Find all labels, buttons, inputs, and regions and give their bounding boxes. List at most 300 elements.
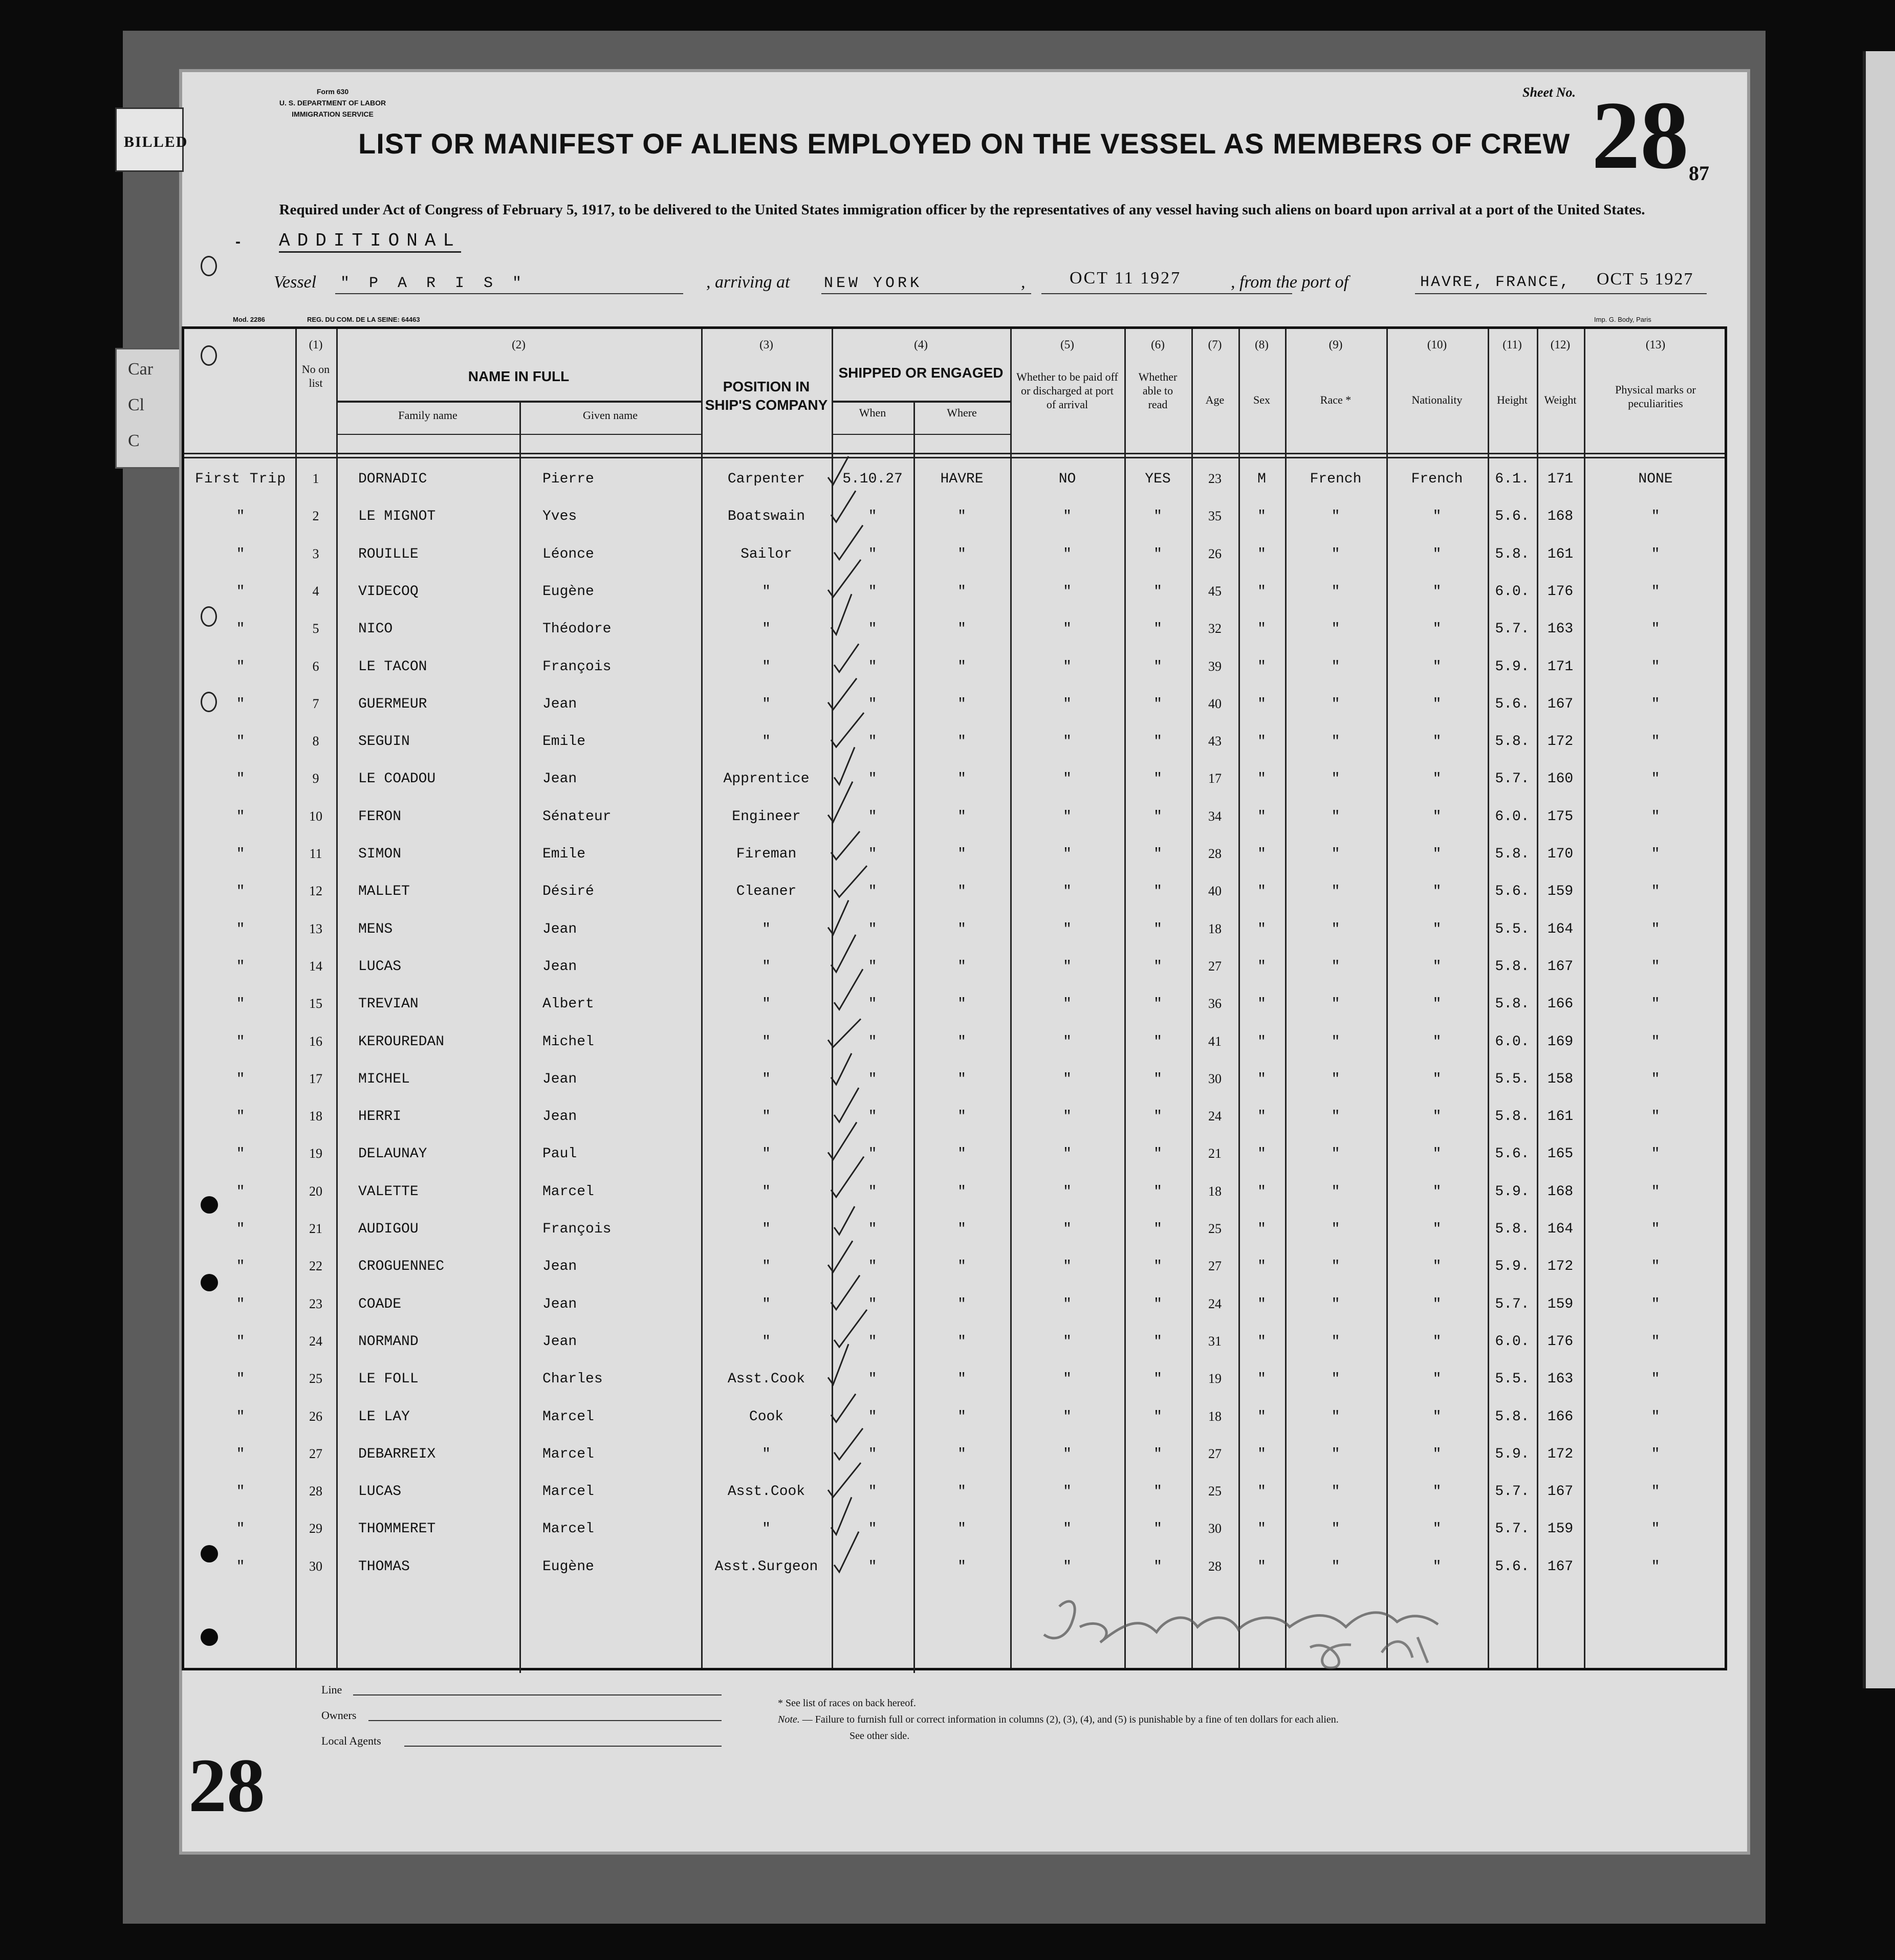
cell-given: Jean	[542, 1071, 577, 1087]
cell-given: Emile	[542, 846, 586, 862]
cell-weight: 158	[1547, 1071, 1574, 1087]
cell-family: HERRI	[358, 1109, 402, 1125]
cell-weight: 159	[1547, 884, 1574, 900]
cell-where: "	[957, 1033, 966, 1050]
cell-no: 5	[312, 621, 319, 636]
cell-note: "	[236, 771, 245, 787]
cell-given: Marcel	[542, 1484, 594, 1500]
cell-age: 41	[1208, 1033, 1222, 1049]
cell-where: "	[957, 1408, 966, 1425]
cell-when: "	[868, 1371, 877, 1388]
cell-marks: "	[1651, 1446, 1660, 1462]
cell-nationality: "	[1432, 996, 1442, 1012]
cell-family: MALLET	[358, 884, 410, 900]
cell-weight: 171	[1547, 658, 1574, 675]
cell-note: "	[236, 658, 245, 675]
cell-sex: "	[1257, 771, 1266, 787]
col-weight: Weight	[1544, 393, 1577, 406]
cell-family: LE MIGNOT	[358, 509, 436, 525]
cell-age: 40	[1208, 696, 1222, 711]
cell-age: 35	[1208, 509, 1222, 524]
cell-family: SIMON	[358, 846, 402, 862]
cell-nationality: "	[1432, 1333, 1442, 1350]
cell-note: "	[236, 1146, 245, 1162]
cell-note: "	[236, 1408, 245, 1425]
cell-sex: "	[1257, 1071, 1266, 1087]
cell-when: "	[868, 658, 877, 675]
billed-label: BILLED	[124, 134, 188, 150]
cell-no: 29	[309, 1521, 322, 1536]
table-row	[184, 503, 1725, 541]
cell-marks: "	[1651, 808, 1660, 825]
cell-race: "	[1331, 583, 1340, 600]
cell-read: "	[1153, 1408, 1162, 1425]
cell-when: "	[868, 1521, 877, 1537]
cell-nationality: "	[1432, 958, 1442, 975]
cell-note: "	[236, 958, 245, 975]
cell-read: "	[1153, 1259, 1162, 1275]
cell-paid: "	[1063, 808, 1072, 825]
cell-where: "	[957, 846, 966, 862]
col12-number: (12)	[1550, 338, 1571, 351]
cell-when: "	[868, 583, 877, 600]
cell-race: "	[1331, 1446, 1340, 1462]
cell-height: 5.7.	[1495, 1521, 1530, 1537]
cell-when: "	[868, 621, 877, 637]
table-row	[184, 1291, 1725, 1329]
cell-nationality: "	[1432, 734, 1442, 750]
cell-height: 5.8.	[1495, 734, 1530, 750]
cell-family: AUDIGOU	[358, 1221, 419, 1237]
cell-position: "	[762, 1183, 771, 1200]
cell-age: 27	[1208, 1259, 1222, 1274]
cell-position: "	[762, 1259, 771, 1275]
cell-family: VIDECOQ	[358, 583, 419, 600]
cell-read: "	[1153, 958, 1162, 975]
arrival-date-stamp: OCT 11 1927	[1070, 269, 1182, 288]
punch-hole	[201, 1274, 218, 1291]
cell-weight: 163	[1547, 1371, 1574, 1388]
cell-family: TREVIAN	[358, 996, 419, 1012]
cell-no: 15	[309, 996, 322, 1011]
cell-nationality: "	[1432, 846, 1442, 862]
cell-marks: "	[1651, 696, 1660, 712]
cell-no: 28	[309, 1484, 322, 1499]
cell-paid: "	[1063, 1296, 1072, 1312]
cell-read: "	[1153, 1183, 1162, 1200]
page-title: LIST OR MANIFEST OF ALIENS EMPLOYED ON THE VESSEL AS MEMBERS OF CREW	[358, 127, 1571, 160]
cell-no: 27	[309, 1446, 322, 1461]
cell-age: 31	[1208, 1333, 1222, 1349]
cell-note: "	[236, 1333, 245, 1350]
cell-nationality: "	[1432, 808, 1442, 825]
cell-nationality: "	[1432, 1558, 1442, 1575]
cell-age: 40	[1208, 884, 1222, 899]
cell-position: Asst.Cook	[727, 1484, 805, 1500]
table-row	[184, 654, 1725, 691]
cell-age: 39	[1208, 658, 1222, 674]
cell-read: "	[1153, 734, 1162, 750]
col-race: Race *	[1320, 393, 1352, 406]
cell-where: "	[957, 1071, 966, 1087]
cell-age: 24	[1208, 1109, 1222, 1124]
additional-dash: -	[235, 233, 241, 250]
cell-age: 26	[1208, 546, 1222, 561]
cell-read: "	[1153, 546, 1162, 562]
cell-marks: "	[1651, 996, 1660, 1012]
cell-race: "	[1331, 1221, 1340, 1237]
cell-when: "	[868, 1109, 877, 1125]
cell-nationality: "	[1432, 658, 1442, 675]
cell-weight: 166	[1547, 996, 1574, 1012]
table-row	[184, 541, 1725, 579]
cell-sex: "	[1257, 1033, 1266, 1050]
table-row	[184, 466, 1725, 503]
col2-number: (2)	[512, 338, 526, 351]
cell-paid: "	[1063, 1371, 1072, 1388]
cell-given: Pierre	[542, 471, 594, 487]
cell-position: Cook	[749, 1408, 784, 1425]
cell-note: "	[236, 1371, 245, 1388]
cell-when: 5.10.27	[842, 471, 903, 487]
cell-family: LUCAS	[358, 1484, 402, 1500]
cell-position: "	[762, 1146, 771, 1162]
vessel-line: Vessel " P A R I S " , arriving at NEW YORK , OCT 11 1927 , from the port of HAVRE, FRANCE, OCT 5 1927	[274, 273, 1732, 298]
cell-no: 23	[309, 1296, 322, 1311]
cell-height: 5.7.	[1495, 1484, 1530, 1500]
cell-age: 36	[1208, 996, 1222, 1011]
cell-paid: "	[1063, 1033, 1072, 1050]
cell-read: "	[1153, 884, 1162, 900]
cell-marks: "	[1651, 846, 1660, 862]
cell-where: "	[957, 1259, 966, 1275]
cell-position: "	[762, 1521, 771, 1537]
table-row	[184, 1441, 1725, 1479]
cell-marks: "	[1651, 1259, 1660, 1275]
cell-family: NORMAND	[358, 1333, 419, 1350]
form-number: Form 630	[316, 87, 349, 96]
col5-number: (5)	[1060, 338, 1074, 351]
cell-no: 3	[312, 546, 319, 561]
cell-given: Marcel	[542, 1183, 594, 1200]
cell-when: "	[868, 808, 877, 825]
col11-number: (11)	[1502, 338, 1522, 351]
cell-no: 2	[312, 509, 319, 524]
cell-race: "	[1331, 509, 1340, 525]
cell-marks: "	[1651, 1408, 1660, 1425]
cell-where: "	[957, 696, 966, 712]
cell-no: 22	[309, 1259, 322, 1274]
cell-weight: 168	[1547, 509, 1574, 525]
cell-nationality: "	[1432, 1109, 1442, 1125]
cell-weight: 176	[1547, 583, 1574, 600]
cell-marks: "	[1651, 1109, 1660, 1125]
cell-where: "	[957, 1484, 966, 1500]
cell-read: "	[1153, 583, 1162, 600]
cell-family: KEROUREDAN	[358, 1033, 445, 1050]
table-row	[184, 1179, 1725, 1216]
cell-family: CROGUENNEC	[358, 1259, 445, 1275]
cell-read: "	[1153, 808, 1162, 825]
cell-age: 34	[1208, 808, 1222, 824]
cell-where: "	[957, 884, 966, 900]
cell-where: "	[957, 1146, 966, 1162]
cell-weight: 168	[1547, 1183, 1574, 1200]
cell-where: "	[957, 1558, 966, 1575]
cell-marks: "	[1651, 884, 1660, 900]
cell-given: Jean	[542, 771, 577, 787]
col-age: Age	[1205, 393, 1225, 406]
cell-when: "	[868, 509, 877, 525]
col-no-on-list: No on list	[301, 363, 330, 389]
cell-sex: "	[1257, 958, 1266, 975]
cell-marks: "	[1651, 958, 1660, 975]
cell-where: "	[957, 808, 966, 825]
cell-paid: "	[1063, 1333, 1072, 1350]
cell-note: "	[236, 884, 245, 900]
cell-position: "	[762, 1446, 771, 1462]
cell-when: "	[868, 884, 877, 900]
cell-weight: 166	[1547, 1408, 1574, 1425]
cell-position: "	[762, 1221, 771, 1237]
cell-marks: "	[1651, 1371, 1660, 1388]
cell-note: "	[236, 808, 245, 825]
cell-no: 11	[309, 846, 322, 861]
cell-sex: "	[1257, 1371, 1266, 1388]
cell-sex: "	[1257, 1221, 1266, 1237]
cell-race: "	[1331, 546, 1340, 562]
cell-paid: "	[1063, 546, 1072, 562]
cell-family: MICHEL	[358, 1071, 410, 1087]
cell-weight: 172	[1547, 1446, 1574, 1462]
cell-height: 6.0.	[1495, 1033, 1530, 1050]
cell-when: "	[868, 1071, 877, 1087]
punch-hole	[201, 1628, 218, 1646]
cell-position: "	[762, 1109, 771, 1125]
cell-family: DORNADIC	[358, 471, 427, 487]
cell-paid: "	[1063, 1558, 1072, 1575]
cell-given: Eugène	[542, 583, 594, 600]
cell-nationality: "	[1432, 1221, 1442, 1237]
punch-hole-ring	[201, 256, 217, 276]
cell-race: "	[1331, 658, 1340, 675]
cell-where: "	[957, 546, 966, 562]
cell-note: "	[236, 846, 245, 862]
cell-nationality: "	[1432, 1033, 1442, 1050]
cell-when: "	[868, 546, 877, 562]
table-row	[184, 1516, 1725, 1553]
cell-position: "	[762, 921, 771, 937]
note-label: Note.	[778, 1714, 800, 1725]
cell-position: Asst.Surgeon	[714, 1558, 818, 1575]
cell-paid: "	[1063, 583, 1072, 600]
table-row	[184, 729, 1725, 766]
cell-sex: M	[1257, 471, 1266, 487]
cell-age: 19	[1208, 1371, 1222, 1386]
cell-no: 7	[312, 696, 319, 711]
col-given-name: Given name	[583, 409, 638, 422]
cell-when: "	[868, 846, 877, 862]
cell-race: "	[1331, 1484, 1340, 1500]
cell-where: "	[957, 1183, 966, 1200]
see-list-note: * See list of races on back hereof.	[778, 1698, 916, 1709]
cell-family: DELAUNAY	[358, 1146, 427, 1162]
cell-when: "	[868, 734, 877, 750]
cell-height: 5.8.	[1495, 846, 1530, 862]
cell-height: 5.5.	[1495, 1071, 1530, 1087]
col13-number: (13)	[1645, 338, 1666, 351]
cell-age: 25	[1208, 1484, 1222, 1499]
cell-height: 5.6.	[1495, 509, 1530, 525]
cell-given: Jean	[542, 1109, 577, 1125]
cell-marks: "	[1651, 546, 1660, 562]
cell-where: "	[957, 771, 966, 787]
cell-nationality: "	[1432, 1146, 1442, 1162]
cell-given: Désiré	[542, 884, 594, 900]
cell-height: 5.8.	[1495, 1221, 1530, 1237]
cell-read: "	[1153, 771, 1162, 787]
cell-weight: 170	[1547, 846, 1574, 862]
cell-age: 23	[1208, 471, 1222, 486]
cell-race: "	[1331, 884, 1340, 900]
cell-position: "	[762, 621, 771, 637]
cell-when: "	[868, 1446, 877, 1462]
cell-marks: "	[1651, 621, 1660, 637]
cell-given: Jean	[542, 1296, 577, 1312]
cell-read: "	[1153, 846, 1162, 862]
cell-position: "	[762, 958, 771, 975]
cell-family: LE FOLL	[358, 1371, 419, 1388]
cell-position: Cleaner	[736, 884, 797, 900]
cell-height: 6.1.	[1495, 471, 1530, 487]
cell-given: Eugène	[542, 1558, 594, 1575]
cell-sex: "	[1257, 1109, 1266, 1125]
cell-position: "	[762, 658, 771, 675]
cell-read: "	[1153, 1296, 1162, 1312]
table-row	[184, 1554, 1725, 1591]
punch-hole-ring	[201, 606, 217, 627]
cell-note: "	[236, 621, 245, 637]
cell-paid: "	[1063, 884, 1072, 900]
cell-given: Léonce	[542, 546, 594, 562]
cell-height: 5.9.	[1495, 1259, 1530, 1275]
cell-height: 5.5.	[1495, 921, 1530, 937]
cell-no: 13	[309, 921, 322, 936]
table-row	[184, 954, 1725, 991]
sheet-label: Sheet No.	[1522, 85, 1576, 100]
cell-sex: "	[1257, 696, 1266, 712]
cell-read: "	[1153, 921, 1162, 937]
cell-race: "	[1331, 1371, 1340, 1388]
table-row	[184, 916, 1725, 954]
cell-when: "	[868, 1221, 877, 1237]
cell-height: 5.9.	[1495, 1183, 1530, 1200]
cell-weight: 167	[1547, 1484, 1574, 1500]
cell-position: Engineer	[732, 808, 801, 825]
cell-marks: "	[1651, 1333, 1660, 1350]
cell-weight: 163	[1547, 621, 1574, 637]
vessel-label: Vessel	[274, 273, 317, 292]
cell-nationality: "	[1432, 546, 1442, 562]
cell-age: 28	[1208, 1558, 1222, 1574]
footer-local-agents-label: Local Agents	[321, 1734, 381, 1747]
col-family-name: Family name	[398, 409, 458, 422]
cell-sex: "	[1257, 621, 1266, 637]
cell-where: "	[957, 1446, 966, 1462]
cell-position: "	[762, 583, 771, 600]
col-shipped-engaged: SHIPPED OR ENGAGED	[838, 365, 1004, 381]
cell-when: "	[868, 1408, 877, 1425]
cell-no: 1	[312, 471, 319, 486]
cell-when: "	[868, 1484, 877, 1500]
table-row	[184, 1366, 1725, 1403]
cell-race: "	[1331, 1558, 1340, 1575]
cell-read: "	[1153, 1371, 1162, 1388]
cell-marks: "	[1651, 734, 1660, 750]
col-sex: Sex	[1253, 393, 1270, 406]
cell-paid: "	[1063, 1446, 1072, 1462]
cell-nationality: "	[1432, 1259, 1442, 1275]
table-row	[184, 991, 1725, 1028]
cell-family: LUCAS	[358, 958, 402, 975]
cell-family: SEGUIN	[358, 734, 410, 750]
mod-number: Mod. 2286	[233, 316, 265, 323]
cell-no: 20	[309, 1183, 322, 1199]
cell-paid: "	[1063, 1183, 1072, 1200]
cell-when: "	[868, 1333, 877, 1350]
table-row	[184, 804, 1725, 841]
cell-family: GUERMEUR	[358, 696, 427, 712]
cell-when: "	[868, 1296, 877, 1312]
table-row	[184, 841, 1725, 878]
printer-credit: Imp. G. Body, Paris	[1594, 316, 1651, 323]
cell-no: 12	[309, 884, 322, 899]
cell-family: LE COADOU	[358, 771, 436, 787]
cell-sex: "	[1257, 808, 1266, 825]
cell-marks: "	[1651, 771, 1660, 787]
table-row	[184, 1104, 1725, 1141]
cell-given: Marcel	[542, 1446, 594, 1462]
cell-position: "	[762, 734, 771, 750]
table-row	[184, 691, 1725, 729]
cell-note: "	[236, 1071, 245, 1087]
cell-where: "	[957, 734, 966, 750]
cell-read: "	[1153, 1446, 1162, 1462]
table-row	[184, 1066, 1725, 1104]
cell-weight: 165	[1547, 1146, 1574, 1162]
cell-no: 25	[309, 1371, 322, 1386]
cell-height: 5.7.	[1495, 1296, 1530, 1312]
cell-position: "	[762, 1333, 771, 1350]
cell-weight: 164	[1547, 1221, 1574, 1237]
cell-weight: 164	[1547, 921, 1574, 937]
cell-note: "	[236, 1296, 245, 1312]
cell-paid: "	[1063, 734, 1072, 750]
cell-read: "	[1153, 1484, 1162, 1500]
sheet-number: 28	[1592, 82, 1689, 189]
cell-age: 21	[1208, 1146, 1222, 1161]
cell-given: Yves	[542, 509, 577, 525]
cell-where: "	[957, 621, 966, 637]
cell-when: "	[868, 1146, 877, 1162]
col-height: Height	[1497, 393, 1528, 406]
cell-nationality: "	[1432, 1408, 1442, 1425]
cell-paid: "	[1063, 1146, 1072, 1162]
cell-weight: 159	[1547, 1521, 1574, 1537]
cell-where: "	[957, 1109, 966, 1125]
departure-date-stamp: OCT 5 1927	[1597, 270, 1694, 289]
cell-when: "	[868, 1033, 877, 1050]
